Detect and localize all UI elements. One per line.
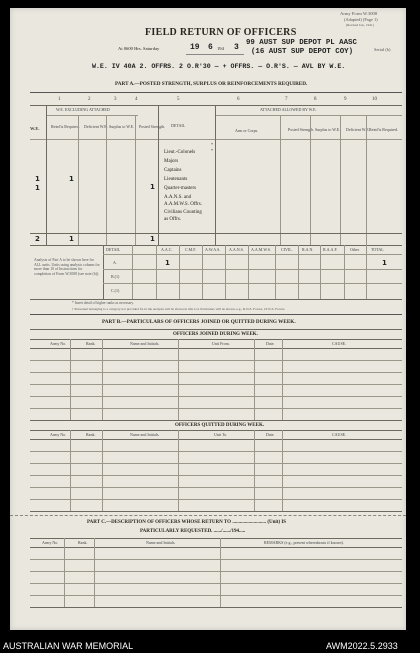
total-posted: 1	[150, 235, 155, 243]
analysis-row-b: B.(1)	[111, 274, 120, 279]
joined-col-name: Name and Initials.	[130, 341, 160, 346]
joined-title: OFFICERS JOINED DURING WEEK.	[173, 332, 258, 337]
analysis-aac-header: A.A.C.	[161, 247, 173, 252]
rank-lieut-colonels: Lieut.-Colonels	[164, 150, 196, 155]
deficient-we-header: Deficient W.E.	[84, 124, 108, 129]
date-day: 19	[190, 43, 200, 52]
rank-aans: A.A.N.S. and	[164, 195, 192, 200]
quitted-col-unit-to: Unit To.	[214, 432, 228, 437]
detail-header: DETAIL	[171, 123, 186, 128]
analysis-raaf-header: R.A.A.F.	[323, 247, 338, 252]
col-number-5: 5	[177, 97, 180, 102]
col-number-4: 4	[135, 97, 138, 102]
unit-line-1: 99 AUST SUP DEPOT PL AASC	[246, 39, 357, 47]
analysis-detail-header: DETAIL	[106, 247, 121, 252]
attached-header: ATTACHED ALLOWED BY W.E.	[260, 107, 317, 112]
army-form-adapted: (Adapted) (Page 1)	[344, 17, 378, 22]
reinfts-required-header: Reinf'ts Required.	[51, 124, 80, 129]
analysis-row-c: C.(1)	[111, 288, 120, 293]
rank-as-offrs: as Offrs.	[164, 217, 182, 222]
unit-line-2: (16 AUST SUP DEPOT COY)	[251, 48, 354, 56]
col-number-7: 7	[285, 97, 288, 102]
col-number-1: 1	[58, 97, 61, 102]
col-number-8: 8	[314, 97, 317, 102]
analysis-ran-header: R.A.N.	[302, 247, 314, 252]
rank-captains: Captains	[164, 168, 182, 173]
army-form-revised: (Revised Jan., 1941)	[346, 23, 374, 27]
perforation-line	[10, 515, 406, 516]
col-number-3: 3	[114, 97, 117, 102]
analysis-awas-header: A.W.A.S.	[205, 247, 221, 252]
we-header: W.E.	[30, 126, 40, 131]
col-number-9: 9	[344, 97, 347, 102]
part-a-rule	[30, 92, 402, 93]
col-number-6: 6	[237, 97, 240, 102]
we-value-captains: 1	[35, 175, 40, 183]
we-line: W.E. IV 40A 2. OFFRS. 2 O.R'30 — + OFFRS. — O.R'S. — AVL BY W.E.	[92, 63, 346, 70]
right-surplus-header: Surplus to W.E.	[315, 127, 341, 132]
quitted-col-rank: Rank.	[86, 432, 96, 437]
right-reinfts-header: Reinf'ts Required.	[369, 127, 398, 132]
right-deficient-header: Deficient W.E.	[346, 127, 370, 132]
posted-value-captains: 1	[150, 183, 155, 191]
joined-col-rank: Rank.	[86, 341, 96, 346]
analysis-total-header: TOTAL	[371, 247, 384, 252]
rank-majors: Majors	[164, 159, 179, 164]
footer-credit: AUSTRALIAN WAR MEMORIAL	[3, 641, 134, 651]
rank-aamws: A.A.M.W.S. Offrs.	[164, 202, 202, 207]
analysis-note: Analysis of Part A to be shown here for ALL units. Units using analysis column for more than 10 of Instructions for completion of Form W.3008 (see note (b)).	[34, 258, 100, 277]
quitted-col-name: Name and Initials.	[130, 432, 160, 437]
form-title: FIELD RETURN OF OFFICERS	[145, 27, 297, 38]
part-c-col-army-no: Army No.	[42, 540, 59, 545]
footer-accession: AWM2022.5.2933	[326, 641, 398, 651]
we-excluding-header: W.E. EXCLUDING ATTACHED	[56, 107, 110, 112]
part-c-col-remarks: REMARKS (e.g., present whereabouts if known).	[264, 540, 344, 545]
analysis-civil-header: CIVIL.	[281, 247, 293, 252]
analysis-aamws-header: A.A.M.W.S.	[251, 247, 271, 252]
date-year: 3	[234, 43, 239, 52]
form-sheet	[10, 8, 406, 630]
analysis-aans-header: A.A.N.S.	[229, 247, 244, 252]
joined-col-unit-from: Unit From.	[212, 341, 230, 346]
part-a-title: PART A.—POSTED STRENGTH, SURPLUS OR REINFORCEMENTS REQUIRED.	[115, 81, 308, 87]
return-at-label: At 0600 Hrs. Saturday	[118, 46, 160, 51]
part-c-title-line-2: PARTICULARLY REQUESTED. ....../....../194.....	[140, 529, 246, 534]
army-form-number: Army Form W.3008	[340, 11, 378, 16]
analysis-other-header: Other	[350, 247, 360, 252]
joined-col-date: Date.	[266, 341, 275, 346]
part-c-col-rank: Rank.	[78, 540, 88, 545]
rank-quartermasters: Quarter-masters	[164, 186, 197, 191]
footnote-2: † Personnel belonging to a category not provided for in the analysis will be shown in this Col. Particulars will be shown, e.g., R.N.Z. Forces, 19 N.Z. Forces.	[72, 307, 286, 311]
date-month: 6	[208, 43, 213, 52]
we-value-lieutenants: 1	[35, 184, 40, 192]
total-we: 2	[35, 235, 40, 243]
right-posted-header: Posted Strength.	[288, 127, 315, 132]
posted-strength-header: Posted Strength.	[139, 124, 166, 129]
rank-civilians: Civilians Counting	[164, 210, 202, 215]
analysis-total-value: 1	[382, 259, 387, 267]
analysis-row-a: A.	[113, 260, 117, 265]
arm-corps-header: Arm or Corps.	[235, 128, 259, 133]
serial-label: Serial (b)	[374, 47, 391, 52]
date-underline	[186, 54, 244, 55]
surplus-we-header: Surplus to W.E.	[109, 124, 135, 129]
deficient-value-captains: 1	[69, 175, 74, 183]
ranks-asterisk-2: *	[211, 148, 213, 153]
quitted-title: OFFICERS QUITTED DURING WEEK.	[175, 423, 265, 428]
part-c-title-line-1: PART C.—DESCRIPTION OF OFFICERS WHOSE RETURN TO ........................... (Unit) IS	[87, 520, 287, 525]
ranks-asterisk-1: *	[211, 142, 213, 147]
footnote-1: * Insert detail of higher ranks as necessary.	[72, 301, 134, 305]
col-number-10: 10	[372, 97, 377, 102]
part-c-col-name: Name and Initials.	[146, 540, 176, 545]
col-number-2: 2	[88, 97, 91, 102]
joined-col-army-no: Army No.	[50, 341, 67, 346]
joined-col-cause: CAUSE.	[332, 341, 347, 346]
quitted-col-cause: CAUSE.	[332, 432, 347, 437]
date-year-prefix: 194	[217, 46, 224, 51]
analysis-aac-value: 1	[165, 259, 170, 267]
analysis-cmf-header: C.M.F.	[185, 247, 197, 252]
part-b-title: PART B.—PARTICULARS OF OFFICERS JOINED OR QUITTED DURING WEEK.	[102, 319, 296, 325]
quitted-col-army-no: Army No.	[50, 432, 67, 437]
total-deficient: 1	[69, 235, 74, 243]
quitted-col-date: Date.	[266, 432, 275, 437]
rank-lieutenants: Lieutenants	[164, 177, 188, 182]
